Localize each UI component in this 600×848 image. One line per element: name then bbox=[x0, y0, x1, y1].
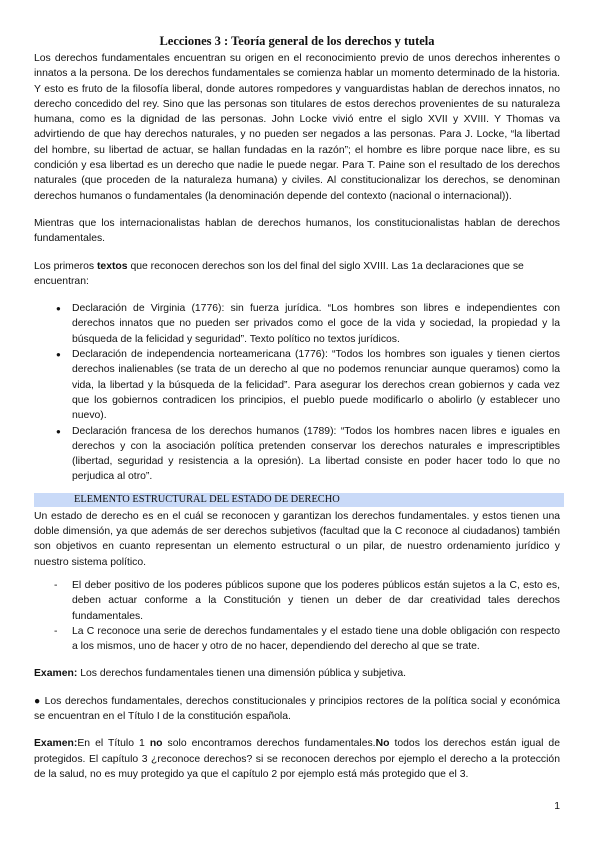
section-heading: ELEMENTO ESTRUCTURAL DEL ESTADO DE DERECHO bbox=[34, 493, 564, 507]
duty-item: - El deber positivo de los poderes públicos supone que los poderes públicos están sujetos a la C, esto es, deben actuar conforme a la Constitución y tienen un deber de dar creatividad tales derechos fundamentales. bbox=[54, 579, 560, 622]
structural-paragraph: Un estado de derecho es en el cuál se reconocen y garantizan los derechos fundamentales. y estos tienen una doble dimensión, ya que además de ser derechos subjetivos (facultad que la C reconoce al ciudadanos) también son objetivos en cuanto representan un elemento estructural o un pilar, de nuestro ordenamiento jurídico y nuestro sistema político. bbox=[34, 510, 560, 568]
dash-icon: - bbox=[54, 579, 58, 591]
duty-item: - La C reconoce una serie de derechos fundamentales y el estado tiene una doble obligación con respecto a los mismos, uno de hacer y otro de no hacer, dependiendo del derecho al que se trate. bbox=[54, 625, 560, 653]
texts-paragraph: Los primeros textos que reconocen derechos son los del final del siglo XVIII. Las 1a declaraciones que se encuentran: bbox=[34, 260, 524, 287]
exam-note-2: Examen:En el Título 1 no solo encontramos derechos fundamentales.No todos los derechos están igual de protegidos. El capítulo 3 ¿reconoce derechos? si se reconocen derechos por ejemplo el derecho a la protección de la salud, no es muy protegido ya que el capítulo 2 por ejemplo está más protegido que el 3. bbox=[34, 738, 560, 780]
bullet-icon: ● bbox=[56, 426, 61, 436]
title-one-paragraph: ● Los derechos fundamentales, derechos constitucionales y principios rectores de la política social y económica se encuentran en el Título I de la constitución española. bbox=[34, 695, 560, 722]
page-title: Lecciones 3 : Teoría general de los derechos y tutela bbox=[159, 34, 435, 48]
exam-note-1: Examen: Los derechos fundamentales tienen una dimensión pública y subjetiva. bbox=[34, 668, 406, 680]
bullet-icon: ● bbox=[56, 304, 61, 314]
page-number: 1 bbox=[554, 801, 560, 812]
declaration-item: ● Declaración de independencia norteamericana (1776): “Todos los hombres son iguales y tienen ciertos derechos inalienables (se trata de un derecho al que no podemos renunciar aunque queramos) como la vida, la libertad y la búsqueda de la felicidad”. Para asegurar los derechos crean gobiernos y cada vez que los gobiernos contradicen los principios, el pueblo puede modificarlo o abolirlo (y establecer uno nuevo). bbox=[56, 349, 560, 422]
declarations-list bbox=[34, 301, 560, 485]
internationalists-paragraph: Mientras que los internacionalistas hablan de derechos humanos, los constitucionalistas hablan de derechos fundamentales. bbox=[34, 217, 560, 245]
intro-paragraph: Los derechos fundamentales encuentran su origen en el reconocimiento previo de unos derechos inherentes o innatos a la persona. De los derechos fundamentales se comienza hablar un momento determinado de la historia. Y esto es fruto de la filosofía liberal, donde autores rompedores y vanguardistas hablan de derechos innatos, no derecho concedido del rey. Sino que las personas son titulares de estos derechos provenientes de su naturaleza humana, como es la dignidad de las personas. John Locke vivió entre el siglo XVII y XVIII. Y Thomas va advirtiendo de que hay derechos naturales, y no pueden ser negados a las personas. Para J. Locke, “la libertad del hombre, su libertad de actuar, se hallan fundadas en la razón”; el hombre es libre porque nace libre, es su condición y esa libertad es un derecho que nadie le puede negar. Para T. Paine son el resultado de los derechos naturales (que proceden de la naturaleza humana) y civiles. Al constitucionalizar los derechos, se denominan derechos humanos o fundamentales (la denominación depende del contexto (nacional o internacional)). bbox=[34, 53, 560, 202]
declaration-item: ● Declaración francesa de los derechos humanos (1789): “Todos los hombres nacen libres e iguales en derechos y con la asociación política pretenden conservar los derechos naturales e imprescriptibles (libertad, seguridad y resistencia a la opresión). La libertad consiste en poder hacer todo lo que no perjudica al otro”. bbox=[56, 425, 560, 483]
bullet-icon: ● bbox=[56, 350, 61, 360]
dash-icon: - bbox=[54, 625, 58, 637]
declaration-item: ● Declaración de Virginia (1776): sin fuerza jurídica. “Los hombres son libres e independientes con derechos innatos que no pueden ser privados como el goce de la vida y sociedad, la propiedad y la búsqueda de la felicidad y seguridad”. Texto político no textos jurídicos. bbox=[56, 303, 560, 345]
duties-list bbox=[34, 578, 560, 654]
